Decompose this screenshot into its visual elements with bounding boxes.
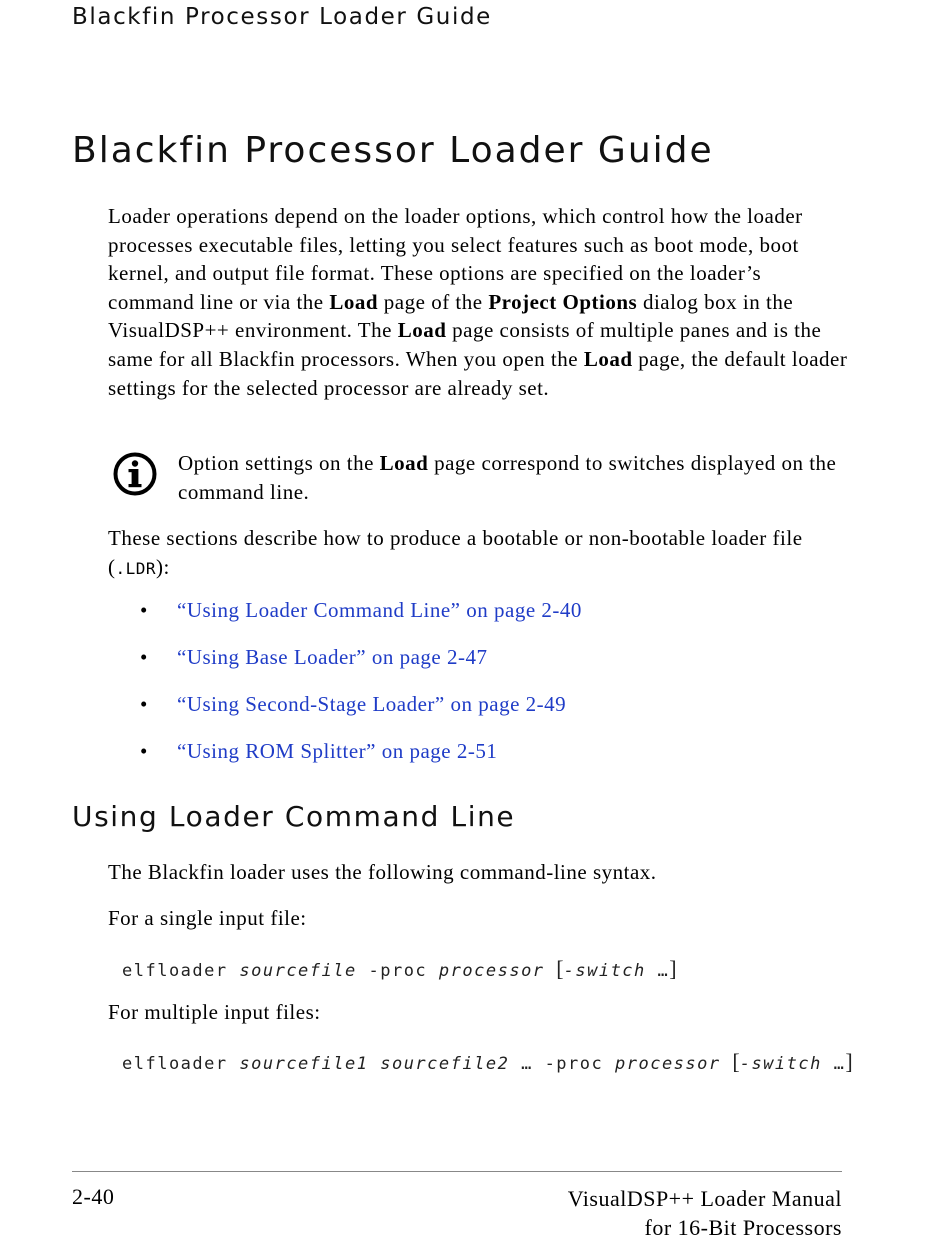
ellipsis: … <box>833 1054 846 1074</box>
sections-intro-text-1: These sections describe how to produce a bootable or non-bootable loader file ( <box>108 526 803 579</box>
sections-intro-text-2: ): <box>156 554 170 579</box>
processor-arg: processor <box>438 961 545 981</box>
proc-switch: -proc <box>544 1054 604 1074</box>
source-file-1-arg: sourcefile1 <box>239 1054 369 1074</box>
close-bracket: ] <box>669 956 677 981</box>
running-header: Blackfin Processor Loader Guide <box>72 4 492 30</box>
intro-text-4: page consists of multiple panes and is the same for all Blackfin processors. When you open the <box>108 318 822 371</box>
multiple-files-command <box>122 1049 853 1075</box>
switch-arg: -switch <box>563 961 646 981</box>
ellipsis: … <box>657 961 670 981</box>
load-term: Load <box>329 289 379 314</box>
intro-text-5: page, the default loader settings for the selected processor are already set. <box>108 346 848 400</box>
source-file-2-arg: sourcefile2 <box>380 1054 510 1074</box>
project-options-term: Project Options <box>488 289 638 314</box>
bullet: • <box>140 739 148 763</box>
ellipsis: … <box>521 1054 533 1074</box>
page-number: 2-40 <box>72 1184 115 1209</box>
intro-text-1: Loader operations depend on the loader options, which control how the loader processes executable files, letting you select features such as boot mode, boot kernel, and output file format. These options are specified on the loader’s command line or via the <box>108 204 803 314</box>
bullet: • <box>140 645 148 669</box>
load-term: Load <box>379 451 429 475</box>
info-icon <box>112 451 158 497</box>
footer-divider <box>72 1171 842 1172</box>
intro-text-2: page of the <box>378 289 489 314</box>
link-using-base-loader[interactable]: “Using Base Loader” on page 2-47 <box>177 645 488 669</box>
bullet: • <box>140 598 148 622</box>
load-term: Load <box>397 318 447 343</box>
command-name: elfloader <box>122 961 228 981</box>
manual-title-line-1: VisualDSP++ Loader Manual <box>567 1186 842 1211</box>
proc-switch: -proc <box>368 961 428 981</box>
link-using-rom-splitter[interactable]: “Using ROM Splitter” on page 2-51 <box>177 739 498 763</box>
ldr-extension: .LDR <box>115 558 157 578</box>
intro-text-3: dialog box in the VisualDSP++ environment. The <box>108 289 794 343</box>
load-term: Load <box>583 346 633 371</box>
single-file-command <box>122 956 677 982</box>
page-title: Blackfin Processor Loader Guide <box>72 130 714 171</box>
link-using-loader-command-line[interactable]: “Using Loader Command Line” on page 2-40 <box>177 598 582 622</box>
manual-title-line-2: for 16-Bit Processors <box>644 1215 842 1240</box>
note-text-2: page correspond to switches displayed on the command line. <box>178 451 837 504</box>
multiple-files-label: For multiple input files: <box>108 1000 321 1024</box>
open-bracket: [ <box>732 1049 740 1074</box>
intro-paragraph <box>108 202 853 402</box>
note-text <box>178 449 853 506</box>
close-bracket: ] <box>845 1049 853 1074</box>
switch-arg: -switch <box>739 1054 822 1074</box>
single-file-label: For a single input file: <box>108 906 307 930</box>
source-file-arg: sourcefile <box>239 961 357 981</box>
open-bracket: [ <box>556 956 564 981</box>
note-text-1: Option settings on the <box>178 451 380 475</box>
sections-intro-paragraph <box>108 524 853 583</box>
link-using-second-stage-loader[interactable]: “Using Second-Stage Loader” on page 2-49 <box>177 692 567 716</box>
section-heading: Using Loader Command Line <box>72 800 516 833</box>
bullet: • <box>140 692 148 716</box>
command-name: elfloader <box>122 1054 228 1074</box>
processor-arg: processor <box>615 1054 721 1074</box>
syntax-intro-paragraph: The Blackfin loader uses the following command-line syntax. <box>108 860 657 884</box>
footer-manual-title <box>568 1184 842 1242</box>
